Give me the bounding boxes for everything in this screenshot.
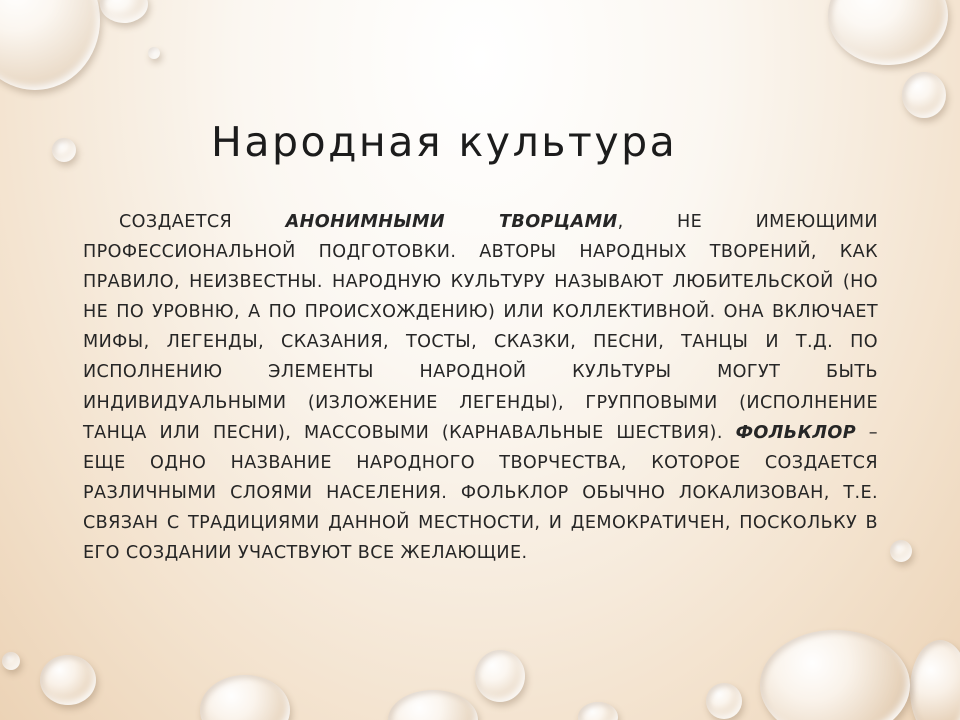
water-drop-decoration <box>828 0 948 65</box>
slide-title: Народная культура <box>211 118 678 166</box>
water-drop-decoration <box>2 652 20 670</box>
water-drop-decoration <box>40 655 96 705</box>
water-drop-decoration <box>148 47 160 59</box>
body-text-segment: – ЕЩЕ ОДНО НАЗВАНИЕ НАРОДНОГО ТВОРЧЕСТВА, КОТОРОЕ СОЗДАЕТСЯ РАЗЛИЧНЫМИ СЛОЯМИ НАСЕЛЕНИЯ. ФОЛЬКЛОР ОБЫЧНО ЛОКАЛИЗОВАН, Т.Е. СВЯЗАН С ТРАДИЦИЯМИ ДАННОЙ МЕСТНОСТИ, И ДЕМОКРАТИЧЕН, ПОСКОЛЬКУ В ЕГО СОЗДАНИИ УЧАСТВУЮТ ВСЕ ЖЕЛАЮЩИЕ. <box>83 422 878 564</box>
water-drop-decoration <box>706 683 742 719</box>
emphasis-folklore: ФОЛЬКЛОР <box>735 422 857 443</box>
body-text-segment: , НЕ ИМЕЮЩИМИ ПРОФЕССИОНАЛЬНОЙ ПОДГОТОВКИ. АВТОРЫ НАРОДНЫХ ТВОРЕНИЙ, КАК ПРАВИЛО, НЕИЗВЕСТНЫ. НАРОДНУЮ КУЛЬТУРУ НАЗЫВАЮТ ЛЮБИТЕЛЬСКОЙ (НО НЕ ПО УРОВНЮ, А ПО ПРОИСХОЖДЕНИЮ) ИЛИ КОЛЛЕКТИВНОЙ. ОНА ВКЛЮЧАЕТ МИФЫ, ЛЕГЕНДЫ, СКАЗАНИЯ, ТОСТЫ, СКАЗКИ, ПЕСНИ, ТАНЦЫ И Т.Д. ПО ИСПОЛНЕНИЮ ЭЛЕМЕНТЫ НАРОДНОЙ КУЛЬТУРЫ МОГУТ БЫТЬ ИНДИВИДУАЛЬНЫМИ (ИЗЛОЖЕНИЕ ЛЕГЕНДЫ), ГРУППОВЫМИ (ИСПОЛНЕНИЕ ТАНЦА ИЛИ ПЕСНИ), МАССОВЫМИ (КАРНАВАЛЬНЫЕ ШЕСТВИЯ). <box>83 212 878 443</box>
water-drop-decoration <box>200 675 290 720</box>
water-drop-decoration <box>475 650 525 702</box>
water-drop-decoration <box>910 640 960 720</box>
water-drop-decoration <box>100 0 148 23</box>
water-drop-decoration <box>890 540 912 562</box>
water-drop-decoration <box>388 690 478 720</box>
water-drop-decoration <box>760 630 910 720</box>
body-text-segment: СОЗДАЕТСЯ <box>119 212 286 232</box>
water-drop-decoration <box>0 0 100 90</box>
water-drop-decoration <box>52 138 76 162</box>
water-drop-decoration <box>902 72 946 118</box>
body-paragraph <box>83 207 878 568</box>
emphasis-anonymous-creators: АНОНИМНЫМИ ТВОРЦАМИ <box>285 212 618 232</box>
water-drop-decoration <box>578 702 618 720</box>
